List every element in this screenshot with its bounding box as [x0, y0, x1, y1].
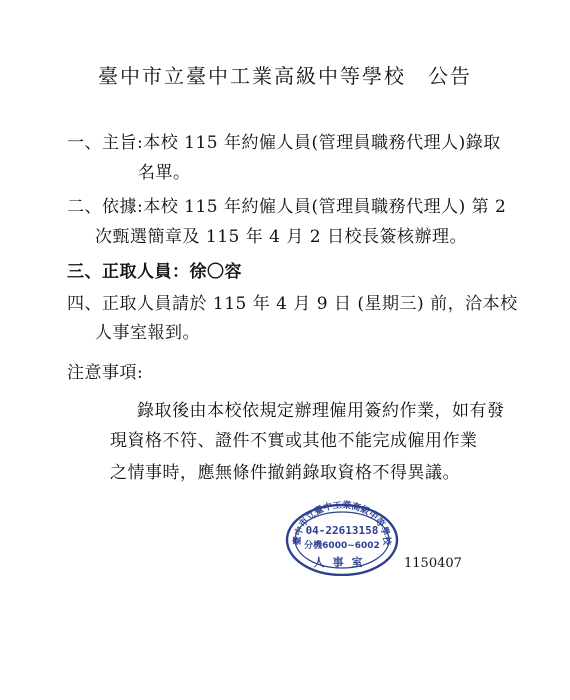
notes-heading: 注意事項:: [67, 363, 144, 383]
item-2-line-1: 二、依據:本校 115 年約僱人員(管理員職務代理人) 第 2: [67, 197, 507, 217]
stamp-dept: 人事室: [313, 556, 371, 569]
stamp-ext: 分機6000~6002: [304, 541, 380, 551]
notes-line-2: 現資格不符、證件不實或其他不能完成僱用作業: [110, 431, 478, 451]
item-1-line-1: 一、主旨:本校 115 年約僱人員(管理員職務代理人)錄取: [67, 133, 501, 153]
stamp-phone: 04-22613158: [305, 524, 379, 537]
notes-line-1: 錄取後由本校依規定辦理僱用簽約作業，如有發: [137, 401, 505, 421]
announcement-title: 臺中市立臺中工業高級中等學校 公告: [98, 64, 472, 88]
stamp-org-text: 臺中市立臺中工業高級中等學校: [292, 500, 392, 546]
item-4-line-1: 四、正取人員請於 115 年 4 月 9 日 (星期三) 前，洽本校: [67, 294, 518, 314]
document-code: 1150407: [404, 556, 462, 571]
item-4-line-2: 人事室報到。: [95, 323, 200, 343]
item-3-line-1: 三、正取人員：徐〇容: [67, 262, 242, 282]
notes-line-3: 之情事時，應無條件撤銷錄取資格不得異議。: [110, 463, 460, 483]
item-2-line-2: 次甄選簡章及 115 年 4 月 2 日校長簽核辦理。: [95, 227, 468, 247]
official-seal-stamp: [284, 500, 400, 576]
item-1-line-2: 名單。: [138, 163, 191, 183]
